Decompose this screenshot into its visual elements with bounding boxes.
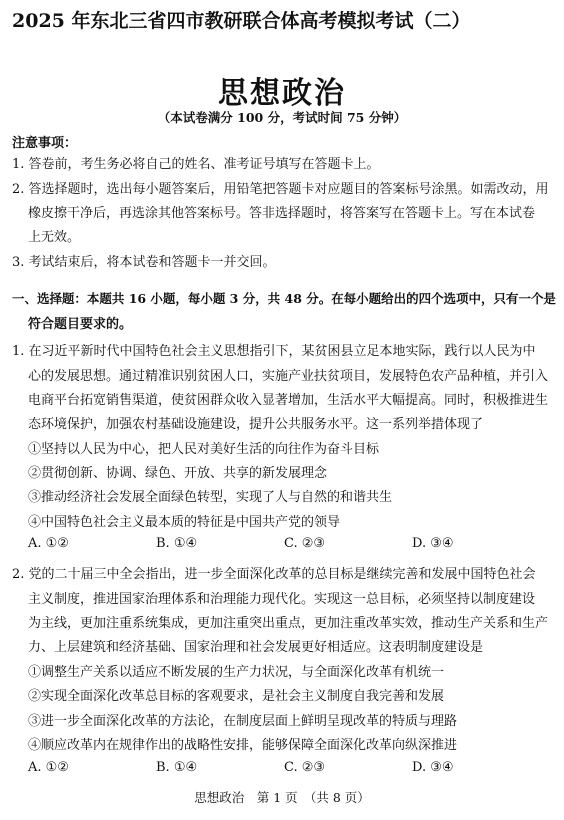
q1-stem-line: 电商平台拓宽销售渠道，使贫困群众收入显著增加，生活水平大幅提高。同时，积极推进生 [28, 393, 549, 408]
q2-option-d: D. ③④ [412, 760, 454, 775]
q1-statement: ①坚持以人民为中心，把人民对美好生活的向往作为奋斗目标 [28, 442, 380, 457]
q2-statement: ②实现全面深化改革总目标的客观要求，是社会主义制度自我完善和发展 [28, 689, 445, 704]
section-heading-cont: 符合题目要求的。 [28, 317, 133, 332]
section-heading: 一、选择题：本题共 16 小题，每小题 3 分，共 48 分。在每小题给出的四个选项中，只有一个是 [12, 291, 556, 306]
exam-info: （本试卷满分 100 分，考试时间 75 分钟） [157, 110, 407, 125]
subject-title: 思想政治 [218, 76, 346, 111]
q2-option-a: A. ①② [28, 760, 69, 775]
q1-option-c: C. ②③ [284, 536, 326, 551]
note-line: 橡皮擦干净后，再选涂其他答案标号。答非选择题时，将答案写在答题卡上。写在本试卷 [28, 206, 536, 221]
note-line: 上无效。 [28, 230, 81, 245]
q1-statement: ③推动经济社会发展全面绿色转型，实现了人与自然的和谐共生 [28, 490, 393, 505]
exam-title: 2025 年东北三省四市教研联合体高考模拟考试（二） [12, 10, 471, 32]
q1-stem-line: 1. 在习近平新时代中国特色社会主义思想指引下，某贫困县立足本地实际，践行以人民为中 [12, 344, 536, 359]
q1-option-d: D. ③④ [412, 536, 454, 551]
q2-stem-line: 为主线，更加注重系统集成，更加注重突出重点，更加注重改革实效，推动生产关系和生产 [28, 616, 549, 631]
q2-statement: ④顺应改革内在规律作出的战略性安排，能够保障全面深化改革向纵深推进 [28, 738, 458, 753]
q2-stem-line: 主义制度，推进国家治理体系和治理能力现代化。实现这一总目标，必须坚持以制度建设 [28, 592, 536, 607]
q2-stem-line: 力、上层建筑和经济基础、国家治理和社会发展更好相适应。这表明制度建设是 [28, 640, 484, 655]
note-line: 1. 答卷前，考生务必将自己的姓名、准考证号填写在答题卡上。 [12, 157, 380, 172]
q2-stem-line: 2. 党的二十届三中全会指出，进一步全面深化改革的总目标是继续完善和发展中国特色社会 [12, 567, 536, 582]
notes-heading: 注意事项： [12, 136, 78, 151]
q1-option-b: B. ①④ [156, 536, 198, 551]
q2-statement: ①调整生产关系以适应不断发展的生产力状况，与全面深化改革有机统一 [28, 665, 445, 680]
note-line: 3. 考试结束后，将本试卷和答题卡一并交回。 [12, 255, 276, 270]
q2-statement: ③进一步全面深化改革的方法论，在制度层面上鲜明呈现改革的特质与理路 [28, 714, 458, 729]
q2-option-c: C. ②③ [284, 760, 326, 775]
q1-option-a: A. ①② [28, 536, 69, 551]
page-footer: 思想政治 第 1 页 （共 8 页） [194, 790, 370, 805]
q1-stem-line: 态环境保护，加强农村基础设施建设，提升公共服务水平。这一系列举措体现了 [28, 417, 484, 432]
q2-option-b: B. ①④ [156, 760, 198, 775]
q1-stem-line: 心的发展思想。通过精准识别贫困人口，实施产业扶贫项目，发展特色农产品种植，并引入 [28, 369, 549, 384]
q1-statement: ②贯彻创新、协调、绿色、开放、共享的新发展理念 [28, 466, 328, 481]
note-line: 2. 答选择题时，选出每小题答案后，用铅笔把答题卡对应题目的答案标号涂黑。如需改动，用 [12, 182, 549, 197]
q1-statement: ④中国特色社会主义最本质的特征是中国共产党的领导 [28, 515, 341, 530]
